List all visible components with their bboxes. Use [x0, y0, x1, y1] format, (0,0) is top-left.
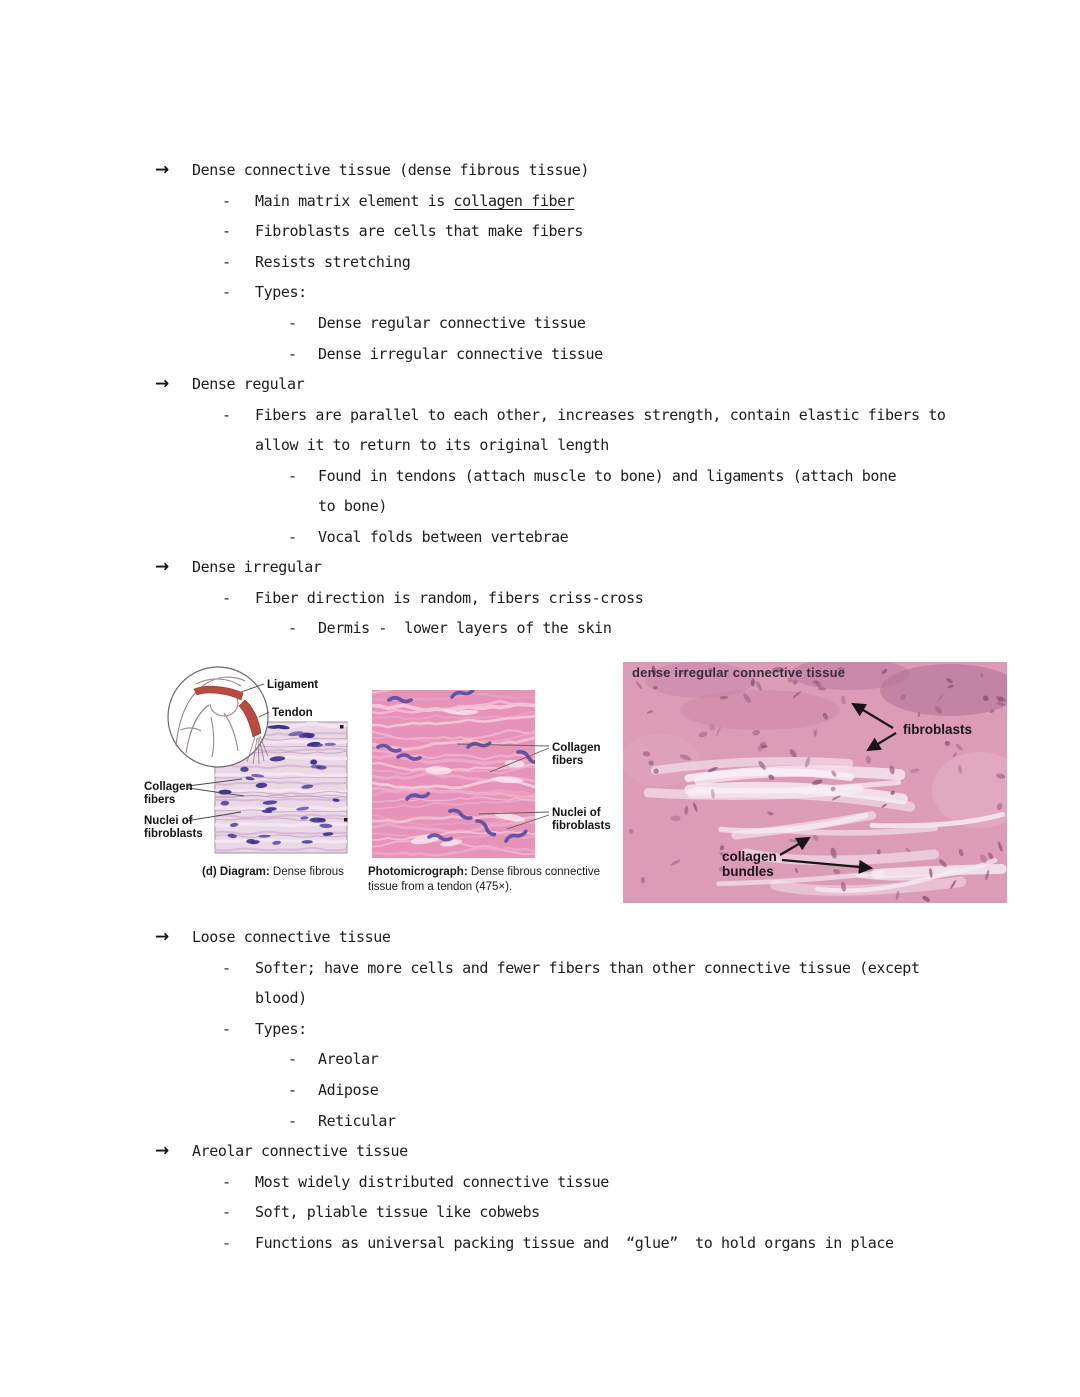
note-text: Found in tendons (attach muscle to bone) and ligaments (attach bone	[318, 466, 897, 485]
note-line	[0, 216, 1080, 247]
print-artifact-dot	[340, 725, 344, 729]
dash-bullet-icon: -	[222, 252, 232, 271]
note-text-underlined: collagen fiber	[453, 191, 575, 210]
note-text: Functions as universal packing tissue and “glue” to hold organs in place	[255, 1233, 894, 1252]
note-text: Areolar connective tissue	[192, 1142, 408, 1161]
figure-dense-irregular-photo	[620, 658, 1020, 903]
note-line	[0, 308, 1080, 339]
note-text: Fibers are parallel to each other, increases strength, contain elastic fibers to	[255, 405, 946, 424]
note-line	[0, 277, 1080, 308]
note-line	[0, 1044, 1080, 1075]
note-text: Dense regular	[192, 375, 305, 394]
nuclei-fibroblasts-label: fibroblasts	[144, 828, 203, 840]
note-line	[0, 1166, 1080, 1197]
note-line-continuation	[0, 430, 1080, 461]
arrow-bullet-icon: →	[155, 927, 170, 948]
note-text: Resists stretching	[255, 252, 411, 271]
note-line	[0, 155, 1080, 186]
note-text-plain: Main matrix element is	[255, 191, 454, 210]
caption-text: Dense fibrous connective	[467, 866, 600, 878]
figure-photomicrograph	[372, 683, 611, 858]
dash-bullet-icon: -	[288, 314, 298, 332]
collagen-fibers-label: fibers	[552, 755, 584, 767]
notes-section-loose	[0, 922, 1080, 1258]
note-text: Reticular	[318, 1111, 396, 1130]
note-line	[0, 399, 1080, 430]
note-text: Fiber direction is random, fibers criss-cross	[255, 588, 644, 607]
dash-bullet-icon: -	[222, 588, 232, 607]
dash-bullet-icon: -	[222, 1233, 232, 1252]
diagram-caption	[202, 865, 344, 880]
note-text: Types:	[255, 283, 307, 302]
dash-bullet-icon: -	[288, 619, 298, 638]
note-text: Soft, pliable tissue like cobwebs	[255, 1203, 540, 1222]
note-line	[0, 922, 1080, 953]
arrow-bullet-icon: →	[155, 160, 170, 181]
note-text: Areolar	[318, 1050, 379, 1069]
note-line	[0, 1197, 1080, 1228]
note-line	[0, 1227, 1080, 1258]
note-line	[0, 1105, 1080, 1136]
print-artifact-dot	[344, 818, 348, 822]
dash-bullet-icon: -	[222, 958, 232, 977]
note-line	[0, 369, 1080, 400]
note-line	[0, 583, 1080, 614]
photomicrograph-caption	[368, 865, 610, 894]
dash-bullet-icon: -	[222, 405, 232, 424]
tendon-label: Tendon	[272, 707, 313, 719]
note-line	[0, 1136, 1080, 1167]
nuclei-fibroblasts-label: fibroblasts	[552, 820, 611, 832]
note-text: Softer; have more cells and fewer fibers than other connective tissue (except	[255, 958, 920, 977]
note-line-continuation	[0, 983, 1080, 1014]
note-text: Dense irregular connective tissue	[318, 344, 603, 363]
caption-text: Dense fibrous	[269, 866, 344, 878]
note-text: Fibroblasts are cells that make fibers	[255, 222, 583, 241]
dash-bullet-icon: -	[288, 1081, 298, 1099]
note-text: allow it to return to its original length	[255, 436, 609, 455]
note-line-continuation	[0, 491, 1080, 522]
dash-bullet-icon: -	[288, 1050, 298, 1069]
dense-irregular-title: dense irregular connective tissue	[632, 665, 846, 680]
note-text: Loose connective tissue	[192, 928, 391, 947]
note-line	[0, 613, 1080, 644]
arrow-bullet-icon: →	[155, 1141, 170, 1162]
note-line	[0, 338, 1080, 369]
note-text: blood)	[255, 989, 307, 1008]
caption-text: tissue from a tendon (475×).	[368, 880, 513, 893]
dash-bullet-icon: -	[288, 466, 298, 485]
collagen-bundles-label: bundles	[722, 864, 774, 879]
note-line	[0, 247, 1080, 278]
dash-bullet-icon: -	[222, 283, 232, 302]
dash-bullet-icon: -	[222, 191, 232, 210]
note-text: Most widely distributed connective tissue	[255, 1172, 609, 1191]
note-text: Dense regular connective tissue	[318, 314, 586, 332]
collagen-fibers-label: Collagen	[552, 742, 601, 754]
collagen-fibers-label: fibers	[144, 794, 176, 806]
caption-bold: (d) Diagram:	[202, 866, 270, 878]
figure-dense-fibrous-diagram	[144, 667, 369, 853]
note-line	[0, 186, 1080, 217]
fibroblasts-label: fibroblasts	[903, 722, 973, 737]
note-text: Vocal folds between vertebrae	[318, 527, 569, 546]
note-text: Dense irregular	[192, 558, 322, 577]
caption-bold: Photomicrograph:	[368, 866, 468, 878]
dash-bullet-icon: -	[288, 344, 298, 363]
collagen-bundles-label: collagen	[722, 849, 777, 864]
dash-bullet-icon: -	[288, 1111, 298, 1130]
note-text: Types:	[255, 1019, 307, 1038]
note-text: Dermis - lower layers of the skin	[318, 619, 612, 638]
note-line	[0, 460, 1080, 491]
note-text: Adipose	[318, 1081, 379, 1099]
dash-bullet-icon: -	[222, 1172, 232, 1191]
ligament-label: Ligament	[267, 679, 319, 691]
collagen-fibers-label: Collagen	[144, 781, 193, 793]
arrow-bullet-icon: →	[155, 374, 170, 395]
note-line	[0, 522, 1080, 553]
note-line	[0, 1014, 1080, 1045]
note-line	[0, 953, 1080, 984]
nuclei-fibroblasts-label: Nuclei of	[552, 807, 601, 819]
nuclei-fibroblasts-label: Nuclei of	[144, 815, 193, 827]
arrow-bullet-icon: →	[155, 557, 170, 578]
note-text	[255, 192, 574, 210]
dash-bullet-icon: -	[222, 1203, 232, 1222]
notes-section-dense	[0, 155, 1080, 644]
dash-bullet-icon: -	[222, 1019, 232, 1038]
dash-bullet-icon: -	[222, 222, 232, 241]
note-text: Dense connective tissue (dense fibrous tissue)	[192, 161, 590, 180]
note-line	[0, 1075, 1080, 1106]
dash-bullet-icon: -	[288, 527, 298, 546]
note-text: to bone)	[318, 497, 388, 516]
note-line	[0, 552, 1080, 583]
